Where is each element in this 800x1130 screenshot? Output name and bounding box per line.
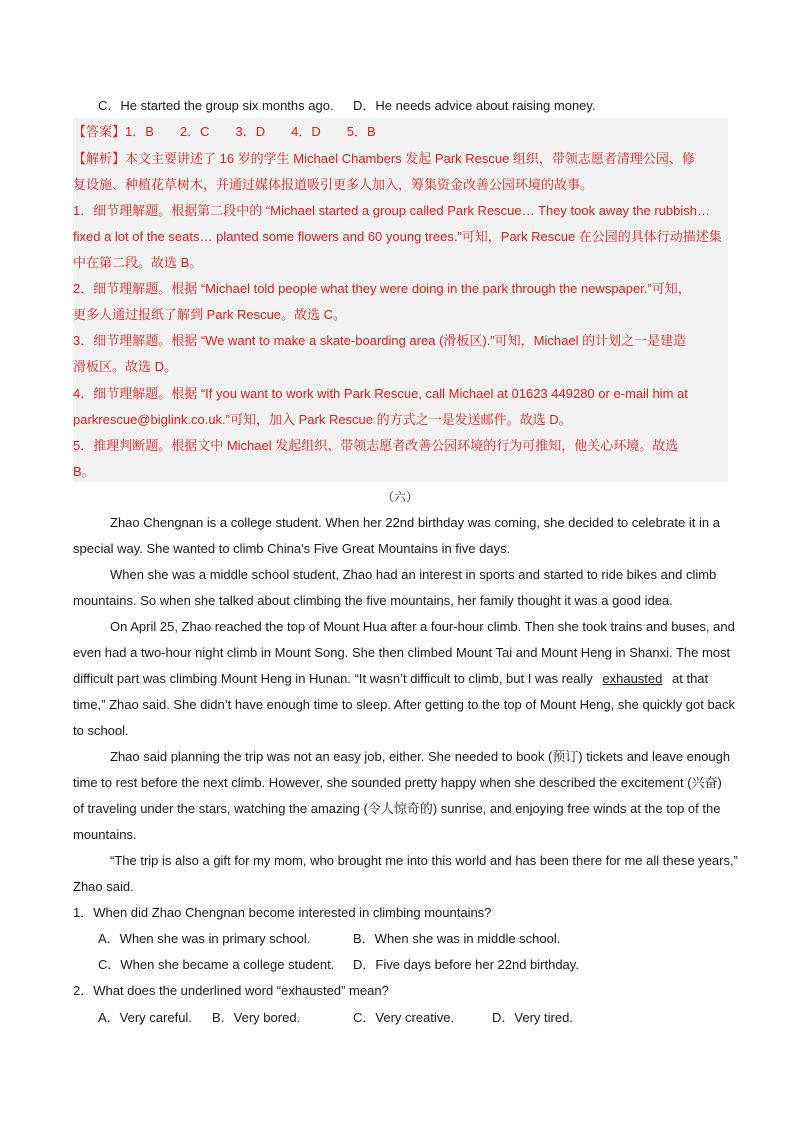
- analysis-q4-line2: parkrescue@biglink.co.uk.”可知，加入 Park Rescue 的方式之一是发送邮件。故选 D。: [73, 412, 572, 427]
- analysis-summary-line1: 【解析】本文主要讲述了 16 岁的学生 Michael Chambers 发起 Park Rescue 组织，带领志愿者清理公园、修: [73, 151, 695, 166]
- question-2-option-c: C．Very creative.: [353, 1010, 455, 1025]
- passage-p5-line1: “The trip is also a gift for my mom, who brought me into this world and has been there for me all these years,”: [110, 853, 738, 868]
- passage-p3-line1: On April 25, Zhao reached the top of Mount Hua after a four-hour climb. Then she took trains and buses, and: [110, 619, 735, 634]
- passage-p1-line1: Zhao Chengnan is a college student. When her 22nd birthday was coming, she decided to celebrate it in a: [110, 515, 720, 530]
- question-1-option-c: C．When she became a college student.: [98, 957, 335, 972]
- passage-p3-line4: time,” Zhao said. She didn’t have enough time to sleep. After getting to the top of Mount Heng, she quickly got back: [73, 697, 735, 712]
- passage-p2-line2: mountains. So when she talked about climbing the five mountains, her family thought it was a good idea.: [73, 593, 673, 608]
- passage-p3-line3: [73, 669, 708, 689]
- section-title: （六）: [381, 490, 418, 504]
- analysis-q3-line2: 滑板区。故选 D。: [73, 359, 178, 374]
- passage-p3-line5: to school.: [73, 723, 129, 738]
- analysis-q3-line1: 3．细节理解题。根据 “We want to make a skate-boarding area (滑板区).”可知，Michael 的计划之一是建造: [73, 333, 687, 348]
- passage-p4-line1: Zhao said planning the trip was not an easy job, either. She needed to book (预订) tickets and leave enough: [110, 749, 731, 764]
- analysis-q1-line1: 1．细节理解题。根据第二段中的 “Michael started a group called Park Rescue… They took away the rubbish…: [73, 203, 710, 218]
- question-2-option-a: A．Very careful.: [98, 1010, 192, 1025]
- passage-p4-line4: mountains.: [73, 827, 137, 842]
- prev-option-c: C．He started the group six months ago.: [98, 98, 334, 113]
- passage-p4-line2: time to rest before the next climb. However, she sounded pretty happy when she described the excitement (兴奋): [73, 775, 722, 790]
- analysis-q2-line2: 更多人通过报纸了解到 Park Rescue。故选 C。: [73, 307, 347, 322]
- question-2-stem: 2．What does the underlined word “exhausted” mean?: [73, 983, 389, 998]
- analysis-q1-line3: 中在第二段。故选 B。: [73, 255, 203, 270]
- passage-p3-line3-post: at that: [672, 671, 709, 686]
- question-1-option-b: B．When she was in middle school.: [353, 931, 561, 946]
- analysis-q5-line2: B。: [73, 464, 95, 479]
- analysis-q5-line1: 5．推理判断题。根据文中 Michael 发起组织、带领志愿者改善公园环境的行为可推知，他关心环境。故选: [73, 438, 679, 453]
- analysis-q4-line1: 4．细节理解题。根据 “If you want to work with Park Rescue, call Michael at 01623 449280 or e-mail him at: [73, 386, 688, 401]
- prev-option-d: D．He needs advice about raising money.: [353, 98, 596, 113]
- passage-p2-line1: When she was a middle school student, Zhao had an interest in sports and started to ride bikes and climb: [110, 567, 717, 582]
- passage-p3-line2: even had a two-hour night climb in Mount Song. She then climbed Mount Tai and Mount Heng in Shanxi. The most: [73, 645, 731, 660]
- question-2-option-b: B．Very bored.: [212, 1010, 301, 1025]
- question-2-option-d: D．Very tired.: [492, 1010, 573, 1025]
- analysis-summary-line2: 复设施、种植花草树木，并通过媒体报道吸引更多人加入，筹集资金改善公园环境的故事。: [73, 177, 594, 192]
- passage-p3-line3-pre: difficult part was climbing Mount Heng in Hunan. “It wasn’t difficult to climb, but I was really: [73, 671, 593, 686]
- underlined-word-exhausted: exhausted: [602, 671, 663, 686]
- question-1-option-a: A．When she was in primary school.: [98, 931, 311, 946]
- analysis-q2-line1: 2．细节理解题。根据 “Michael told people what they were doing in the park through the newspaper.”可知，: [73, 281, 691, 296]
- passage-p4-line3: of traveling under the stars, watching the amazing (令人惊奇的) sunrise, and enjoying free winds at the top of the: [73, 801, 721, 816]
- passage-p5-line2: Zhao said.: [73, 879, 134, 894]
- passage-p1-line2: special way. She wanted to climb China's Five Great Mountains in five days.: [73, 541, 511, 556]
- analysis-q1-line2: fixed a lot of the seats… planted some flowers and 60 young trees.”可知，Park Rescue 在公园的具体行动描述集: [73, 229, 722, 244]
- question-1-stem: 1．When did Zhao Chengnan become interested in climbing mountains?: [73, 905, 492, 920]
- answer-line: 【答案】1．B 2．C 3．D 4．D 5．B: [73, 124, 376, 139]
- question-1-option-d: D．Five days before her 22nd birthday.: [353, 957, 579, 972]
